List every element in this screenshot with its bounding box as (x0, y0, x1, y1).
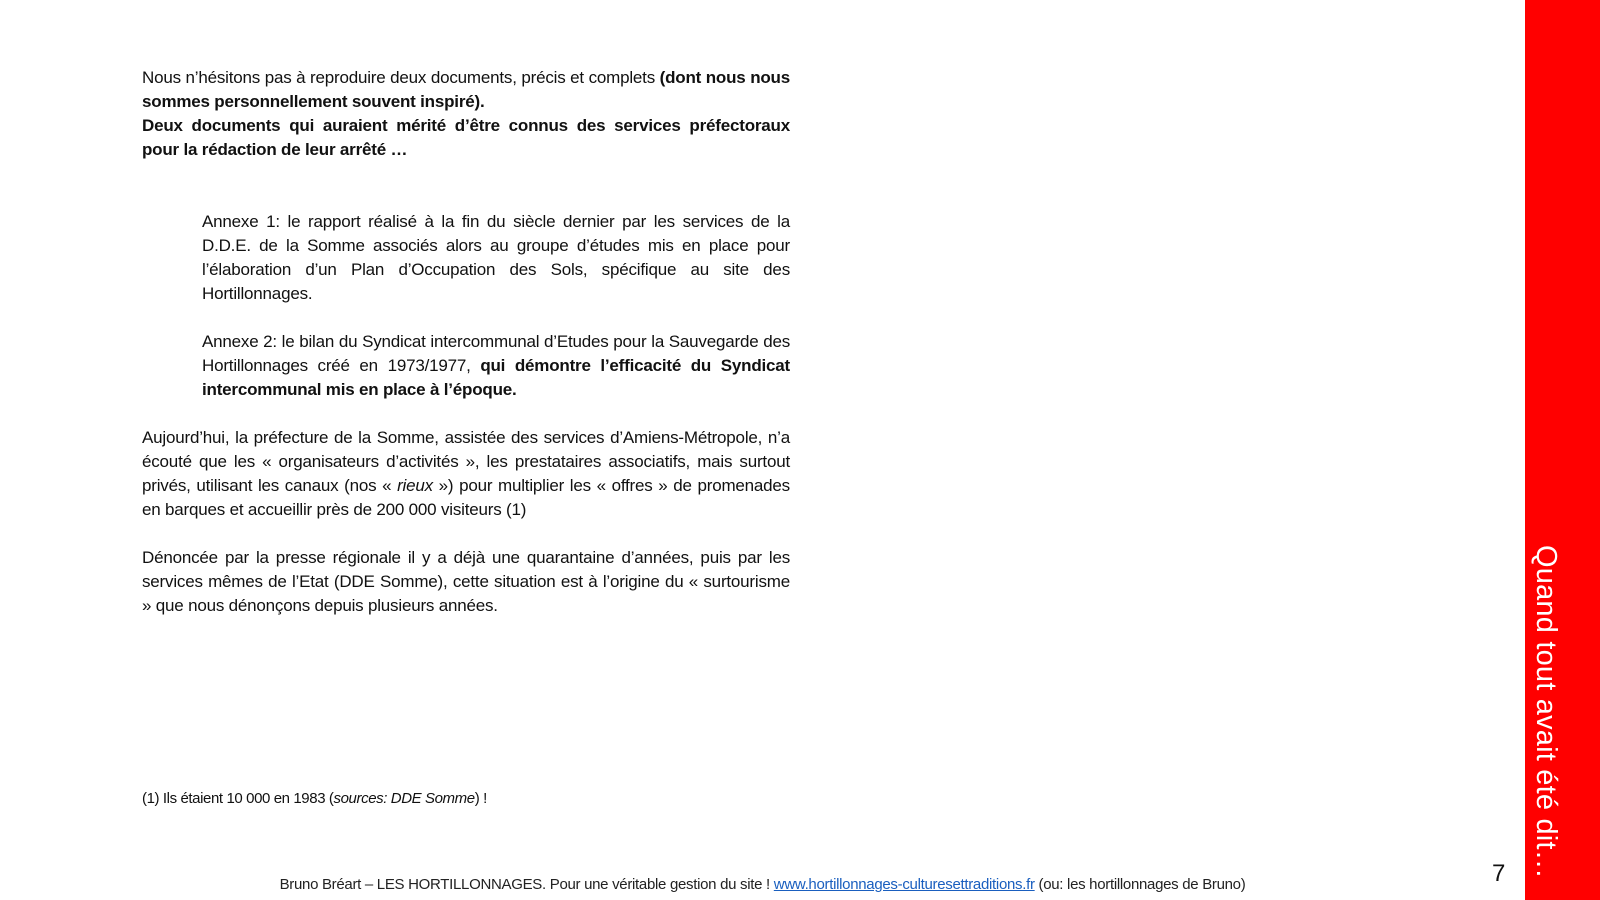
spacer (142, 162, 790, 210)
paragraph-prefecture-text-2: ») pour multiplier les « offres » de promenades en barques et accueillir près de 200 000 visiteurs (1) (142, 476, 790, 519)
paragraph-prefecture-text-1: Aujourd’hui, la préfecture de la Somme, assistée des services d’Amiens-Métropole, n’a écouté que les « organisateurs d’activités », les prestataires associatifs, mais surtout privés, utilisant les canaux (nos « (142, 428, 790, 495)
intro-bold-paragraph: Deux documents qui auraient mérité d’être connus des services préfectoraux pour la rédaction de leur arrêté … (142, 116, 790, 159)
annex-1-paragraph: Annexe 1: le rapport réalisé à la fin du siècle dernier par les services de la D.D.E. de la Somme associés alors au groupe d’études mis en place pour l’élaboration d’un Plan d’Occupation des Sols, spécifique au site des Hortillonnages. (202, 212, 790, 303)
intro-bold-inline: (dont nous nous sommes personnellement souvent inspiré). (142, 68, 791, 111)
page-number: 7 (1492, 860, 1506, 887)
footnote (142, 789, 487, 809)
spacer (142, 522, 790, 546)
paragraph-prefecture (142, 426, 790, 522)
annex-2-text: Annexe 2: le bilan du Syndicat intercommunal d’Etudes pour la Sauvegarde des Hortillonnages créé en 1973/1977, (202, 332, 790, 375)
spacer (142, 402, 790, 426)
footer-text: Bruno Bréart – LES HORTILLONNAGES. Pour une véritable gestion du site ! (279, 876, 774, 893)
intro-text: Nous n’hésitons pas à reproduire deux documents, précis et complets (142, 68, 660, 87)
page-footer (0, 876, 1525, 894)
spacer (142, 306, 790, 330)
main-text-column (142, 66, 790, 618)
footer-after-link: (ou: les hortillonnages de Bruno) (1034, 876, 1246, 893)
intro-paragraph (142, 66, 790, 114)
paragraph-surtourisme: Dénoncée par la presse régionale il y a déjà une quarantaine d’années, puis par les services mêmes de l’Etat (DDE Somme), cette situation est à l’origine du « surtourisme » que nous dénonçons depuis plusieurs années. (142, 548, 790, 615)
annex-2-paragraph (202, 330, 790, 402)
side-vertical-title: Quand tout avait été dit… (1530, 545, 1562, 879)
footnote-text-2: ) ! (474, 790, 487, 807)
footnote-italic: sources: DDE Somme (333, 790, 475, 807)
footer-website-link[interactable]: www.hortillonnages-culturesettraditions.fr (773, 876, 1035, 893)
annex-2-bold: qui démontre l’efficacité du Syndicat intercommunal mis en place à l’époque. (202, 356, 790, 399)
paragraph-prefecture-italic: rieux (397, 476, 433, 495)
footnote-text-1: (1) Ils étaient 10 000 en 1983 ( (142, 790, 334, 807)
